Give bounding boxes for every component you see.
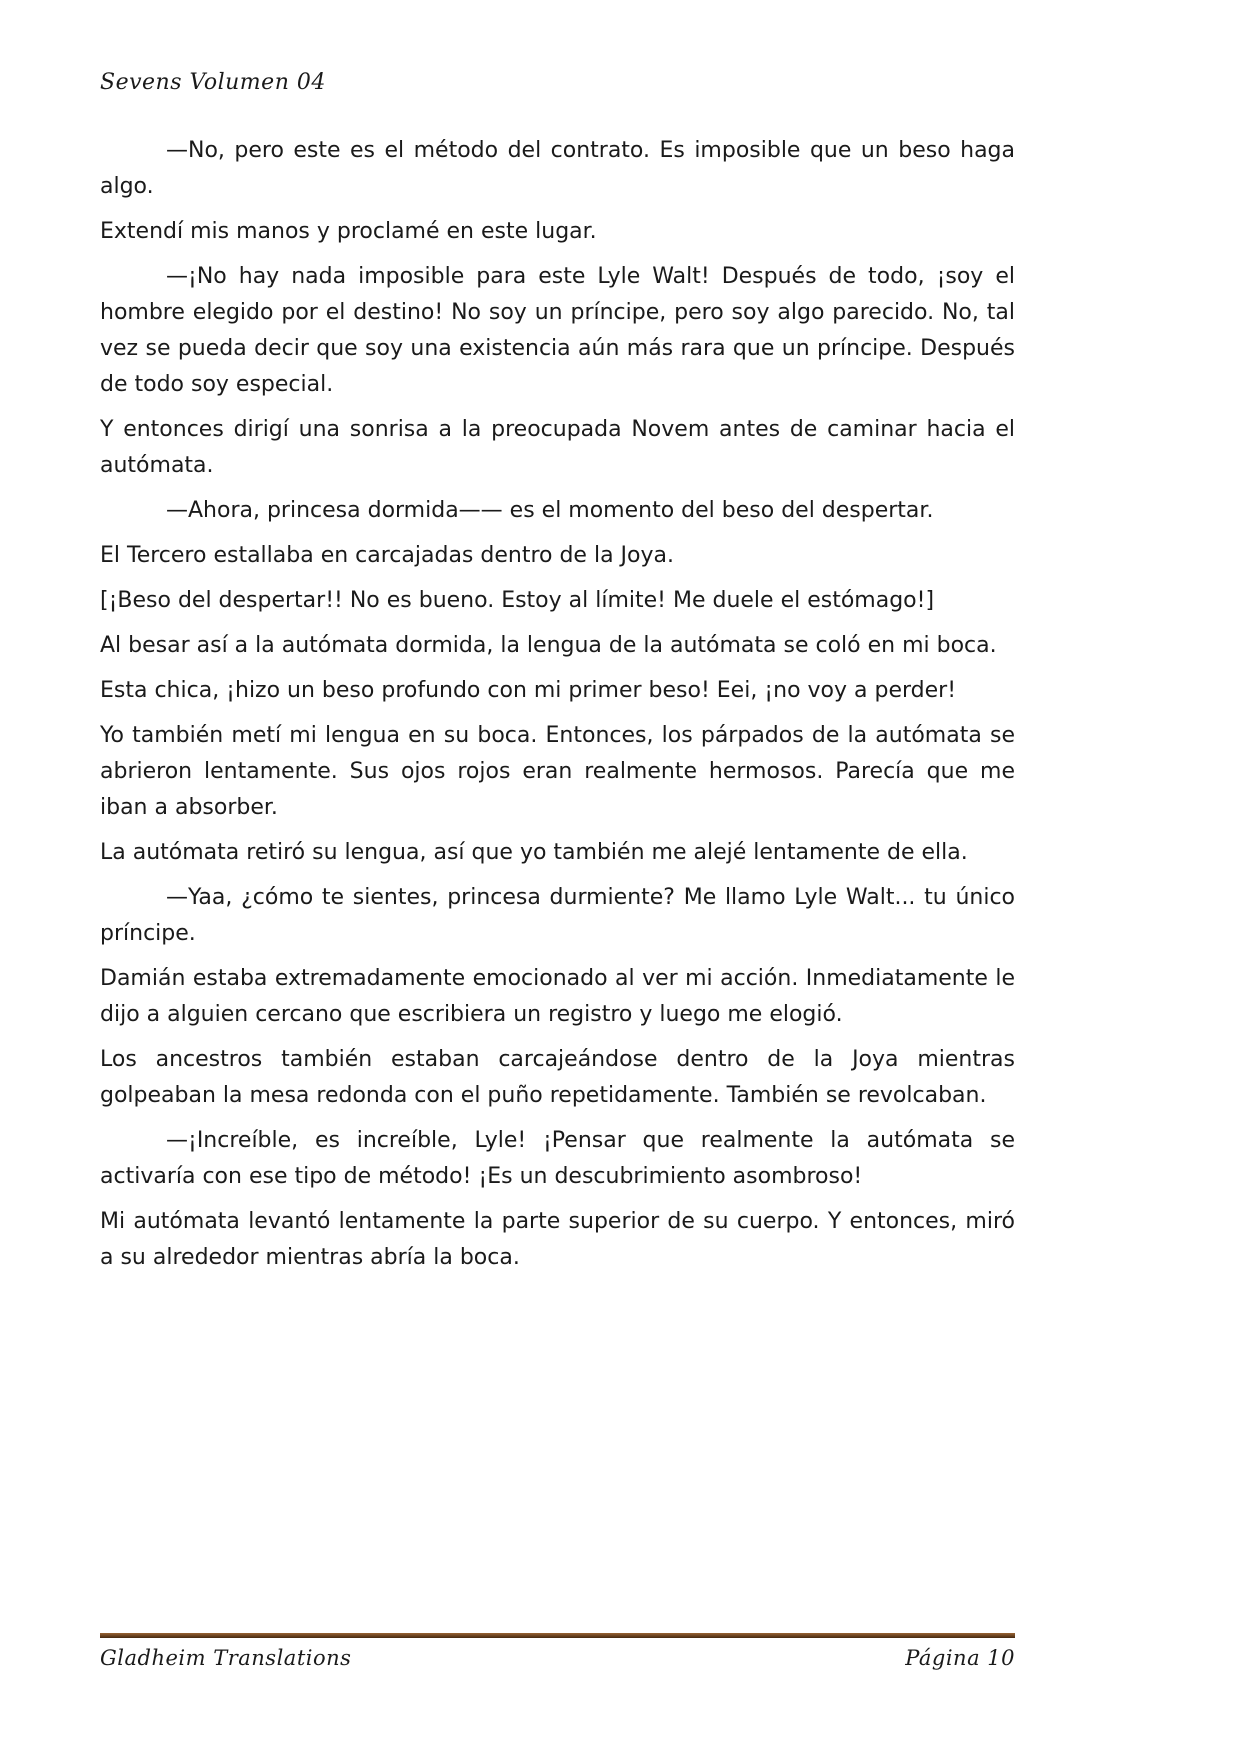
paragraph: La autómata retiró su lengua, así que yo también me alejé lentamente de ella.: [100, 840, 968, 865]
paragraph: —Yaa, ¿cómo te sientes, princesa durmiente? Me llamo Lyle Walt... tu único príncipe.: [100, 885, 1015, 946]
footer-row: [100, 1646, 1015, 1670]
paragraph: —¡Increíble, es increíble, Lyle! ¡Pensar que realmente la autómata se activaría con ese tipo de método! ¡Es un descubrimiento asombroso!: [100, 1128, 1015, 1189]
paragraph: [¡Beso del despertar!! No es bueno. Estoy al límite! Me duele el estómago!]: [100, 588, 935, 613]
paragraph: Los ancestros también estaban carcajeándose dentro de la Joya mientras golpeaban la mesa redonda con el puño repetidamente. También se revolcaban.: [100, 1047, 1015, 1108]
paragraph: Al besar así a la autómata dormida, la lengua de la autómata se coló en mi boca.: [100, 633, 997, 658]
paragraph: Y entonces dirigí una sonrisa a la preocupada Novem antes de caminar hacia el autómata.: [100, 417, 1015, 478]
paragraph: Extendí mis manos y proclamé en este lugar.: [100, 219, 597, 244]
paragraph: —Ahora, princesa dormida—— es el momento del beso del despertar.: [166, 498, 934, 523]
paragraph: Mi autómata levantó lentamente la parte superior de su cuerpo. Y entonces, miró a su alrededor mientras abría la boca.: [100, 1209, 1015, 1270]
document-body: [100, 133, 1015, 1276]
paragraph: Esta chica, ¡hizo un beso profundo con mi primer beso! Eei, ¡no voy a perder!: [100, 678, 957, 703]
paragraph: —¡No hay nada imposible para este Lyle Walt! Después de todo, ¡soy el hombre elegido por el destino! No soy un príncipe, pero soy algo parecido. No, tal vez se pueda decir que soy una existencia aún más rara que un príncipe. Después de todo soy especial.: [100, 264, 1015, 397]
paragraph: Damián estaba extremadamente emocionado al ver mi acción. Inmediatamente le dijo a alguien cercano que escribiera un registro y luego me elogió.: [100, 966, 1015, 1027]
footer-divider: [100, 1633, 1015, 1638]
page-header: [100, 70, 1015, 95]
paragraph: Yo también metí mi lengua en su boca. Entonces, los párpados de la autómata se abrieron lentamente. Sus ojos rojos eran realmente hermosos. Parecía que me iban a absorber.: [100, 723, 1015, 820]
page-footer: [100, 1633, 1015, 1670]
paragraph: El Tercero estallaba en carcajadas dentro de la Joya.: [100, 543, 674, 568]
footer-page-number: Página 10: [905, 1646, 1015, 1670]
header-title: Sevens Volumen 04: [100, 70, 326, 95]
footer-translator-credit: Gladheim Translations: [100, 1646, 352, 1670]
paragraph: —No, pero este es el método del contrato. Es imposible que un beso haga algo.: [100, 138, 1015, 199]
